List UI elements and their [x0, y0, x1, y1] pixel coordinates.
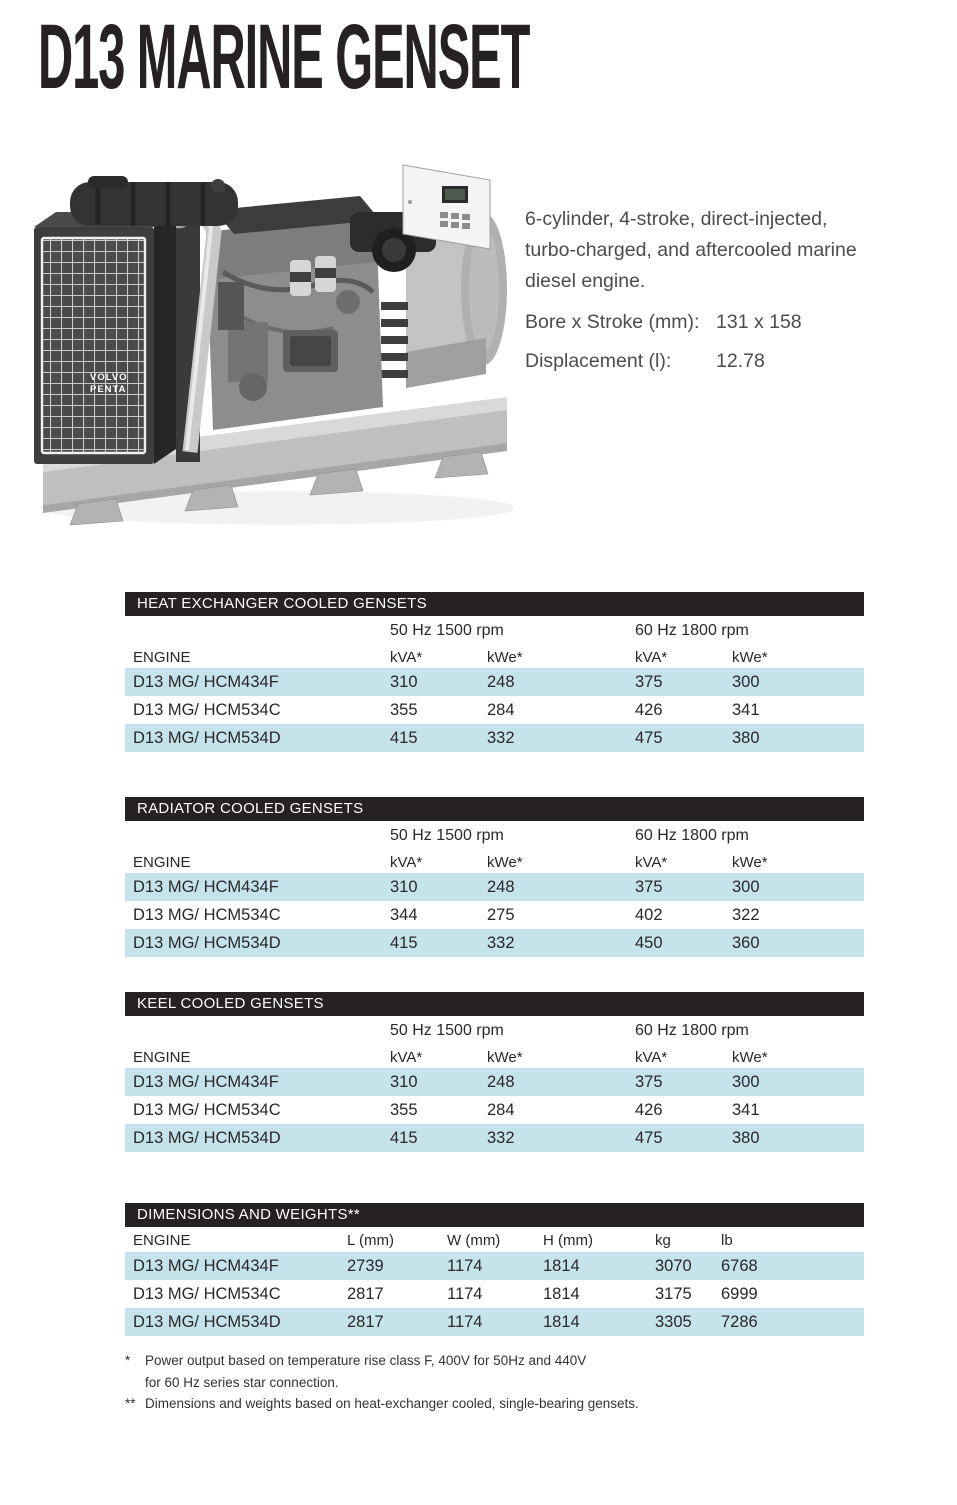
col-header-kva: kVA* [635, 649, 668, 666]
col-header-kva: kVA* [635, 854, 668, 871]
table-title-bar [125, 1203, 864, 1227]
table-row [125, 901, 864, 929]
cell-value: 1174 [447, 1257, 483, 1275]
spec-value: 131 x 158 [716, 311, 802, 333]
cell-value: 2817 [347, 1313, 384, 1331]
cell-value: 248 [487, 1073, 515, 1091]
cell-value: 332 [487, 729, 515, 747]
cell-value: 3305 [655, 1313, 692, 1331]
col-header-engine: ENGINE [133, 649, 191, 666]
cell-value: 344 [390, 906, 418, 924]
cell-value: 1814 [543, 1257, 580, 1275]
cell-value: 375 [635, 1073, 663, 1091]
table-row [125, 1096, 864, 1124]
table-title-bar [125, 592, 864, 616]
cell-value: 332 [487, 934, 515, 952]
radiator-grille [34, 212, 176, 464]
cell-value: 275 [487, 906, 515, 924]
cell-value: 7286 [721, 1313, 758, 1331]
cell-value: 310 [390, 673, 418, 691]
engine-name: D13 MG/ HCM534C [133, 701, 281, 719]
cell-value: 6999 [721, 1285, 758, 1303]
description-line: diesel engine. [525, 270, 646, 292]
table-dimensions-weights [125, 1203, 864, 1336]
table-title: KEEL COOLED GENSETS [137, 995, 324, 1012]
cell-value: 284 [487, 701, 515, 719]
table-row [125, 1124, 864, 1152]
spec-label: Displacement (l): [525, 350, 672, 372]
engine-name: D13 MG/ HCM534D [133, 934, 281, 952]
engine-name: D13 MG/ HCM534C [133, 1285, 281, 1303]
col-header-kva: kVA* [390, 649, 423, 666]
cell-value: 3070 [655, 1257, 692, 1275]
cell-value: 380 [732, 1129, 760, 1147]
col-header-lb: lb [721, 1232, 733, 1249]
group-header-50hz: 50 Hz 1500 rpm [390, 1022, 504, 1039]
spec-label: Bore x Stroke (mm): [525, 311, 700, 333]
cell-value: 341 [732, 1101, 760, 1119]
col-header-engine: ENGINE [133, 854, 191, 871]
cell-value: 248 [487, 673, 515, 691]
table-title-bar [125, 992, 864, 1016]
genset-image [28, 152, 513, 537]
control-panel [403, 165, 490, 249]
table-row [125, 724, 864, 752]
table-radiator [125, 797, 864, 957]
column-header-row [125, 1042, 864, 1068]
engine-name: D13 MG/ HCM534C [133, 906, 281, 924]
column-header-row [125, 1227, 864, 1252]
footnote-text: Power output based on temperature rise class F, 400V for 50Hz and 440V for 60 Hz series star connection. [145, 1353, 587, 1390]
table-row [125, 929, 864, 957]
footnote-dimensions [125, 1393, 765, 1415]
cell-value: 322 [732, 906, 760, 924]
cell-value: 375 [635, 673, 663, 691]
table-row [125, 1308, 864, 1336]
cell-value: 415 [390, 1129, 418, 1147]
cell-value: 475 [635, 729, 663, 747]
air-cleaner [70, 176, 238, 226]
group-header-50hz: 50 Hz 1500 rpm [390, 827, 504, 844]
generator-vent-fins [381, 302, 408, 378]
table-title: DIMENSIONS AND WEIGHTS** [137, 1206, 361, 1223]
cell-value: 6768 [721, 1257, 758, 1275]
table-title: HEAT EXCHANGER COOLED GENSETS [137, 595, 427, 612]
cell-value: 426 [635, 701, 663, 719]
column-header-row [125, 642, 864, 668]
footnotes [125, 1350, 765, 1415]
table-row [125, 1068, 864, 1096]
cell-value: 3175 [655, 1285, 692, 1303]
spec-value: 12.78 [716, 350, 765, 372]
cell-value: 300 [732, 673, 760, 691]
engine-name: D13 MG/ HCM534D [133, 729, 281, 747]
cell-value: 2739 [347, 1257, 384, 1275]
engine-name: D13 MG/ HCM434F [133, 878, 279, 896]
col-header-kg: kg [655, 1232, 671, 1249]
spec-bore-stroke [525, 311, 802, 334]
col-header-kva: kVA* [390, 1049, 423, 1066]
table-title-bar [125, 797, 864, 821]
table-row [125, 873, 864, 901]
engine-description [525, 204, 935, 297]
table-row [125, 1280, 864, 1308]
column-header-row [125, 847, 864, 873]
page-title: D13 MARINE GENSET [38, 6, 530, 108]
brand-label-penta: PENTA [90, 384, 127, 395]
footnote-power-output [125, 1350, 765, 1393]
engine-name: D13 MG/ HCM434F [133, 1073, 279, 1091]
cell-value: 248 [487, 878, 515, 896]
cell-value: 1174 [447, 1313, 483, 1331]
engine-name: D13 MG/ HCM434F [133, 673, 279, 691]
cell-value: 355 [390, 701, 418, 719]
cell-value: 284 [487, 1101, 515, 1119]
cell-value: 450 [635, 934, 663, 952]
frequency-group-row [125, 616, 864, 642]
table-heat-exchanger [125, 592, 864, 752]
col-header-kva: kVA* [390, 854, 423, 871]
cell-value: 1814 [543, 1313, 580, 1331]
cell-value: 402 [635, 906, 663, 924]
engine-name: D13 MG/ HCM534D [133, 1313, 281, 1331]
col-header-kwe: kWe* [732, 1049, 768, 1066]
col-header-engine: ENGINE [133, 1232, 191, 1249]
col-header-kwe: kWe* [487, 1049, 523, 1066]
cell-value: 375 [635, 878, 663, 896]
col-header-kwe: kWe* [732, 854, 768, 871]
col-header-engine: ENGINE [133, 1049, 191, 1066]
cell-value: 310 [390, 878, 418, 896]
description-line: turbo-charged, and aftercooled marine [525, 239, 857, 261]
table-row [125, 1252, 864, 1280]
group-header-60hz: 60 Hz 1800 rpm [635, 622, 749, 639]
col-header-kwe: kWe* [487, 854, 523, 871]
table-title: RADIATOR COOLED GENSETS [137, 800, 364, 817]
footnote-marker: ** [125, 1396, 136, 1411]
table-keel [125, 992, 864, 1152]
group-header-60hz: 60 Hz 1800 rpm [635, 827, 749, 844]
footnote-text: Dimensions and weights based on heat-exchanger cooled, single-bearing gensets. [145, 1396, 639, 1411]
col-header-length: L (mm) [347, 1232, 394, 1249]
cell-value: 380 [732, 729, 760, 747]
cell-value: 360 [732, 934, 760, 952]
engine-name: D13 MG/ HCM434F [133, 1257, 279, 1275]
col-header-height: H (mm) [543, 1232, 593, 1249]
description-line: 6-cylinder, 4-stroke, direct-injected, [525, 208, 828, 230]
spec-displacement [525, 350, 765, 373]
cell-value: 2817 [347, 1285, 384, 1303]
cell-value: 300 [732, 1073, 760, 1091]
cell-value: 300 [732, 878, 760, 896]
col-header-kwe: kWe* [487, 649, 523, 666]
cell-value: 310 [390, 1073, 418, 1091]
cell-value: 426 [635, 1101, 663, 1119]
footnote-marker: * [125, 1353, 131, 1368]
cell-value: 475 [635, 1129, 663, 1147]
table-row [125, 696, 864, 724]
table-row [125, 668, 864, 696]
cell-value: 415 [390, 934, 418, 952]
col-header-kwe: kWe* [732, 649, 768, 666]
engine-name: D13 MG/ HCM534C [133, 1101, 281, 1119]
group-header-60hz: 60 Hz 1800 rpm [635, 1022, 749, 1039]
engine-name: D13 MG/ HCM534D [133, 1129, 281, 1147]
cell-value: 332 [487, 1129, 515, 1147]
cell-value: 1814 [543, 1285, 580, 1303]
cell-value: 1174 [447, 1285, 483, 1303]
cell-value: 355 [390, 1101, 418, 1119]
cell-value: 341 [732, 701, 760, 719]
brand-label-volvo: VOLVO [90, 372, 128, 383]
group-header-50hz: 50 Hz 1500 rpm [390, 622, 504, 639]
frequency-group-row [125, 1016, 864, 1042]
frequency-group-row [125, 821, 864, 847]
col-header-kva: kVA* [635, 1049, 668, 1066]
col-header-width: W (mm) [447, 1232, 501, 1249]
cell-value: 415 [390, 729, 418, 747]
